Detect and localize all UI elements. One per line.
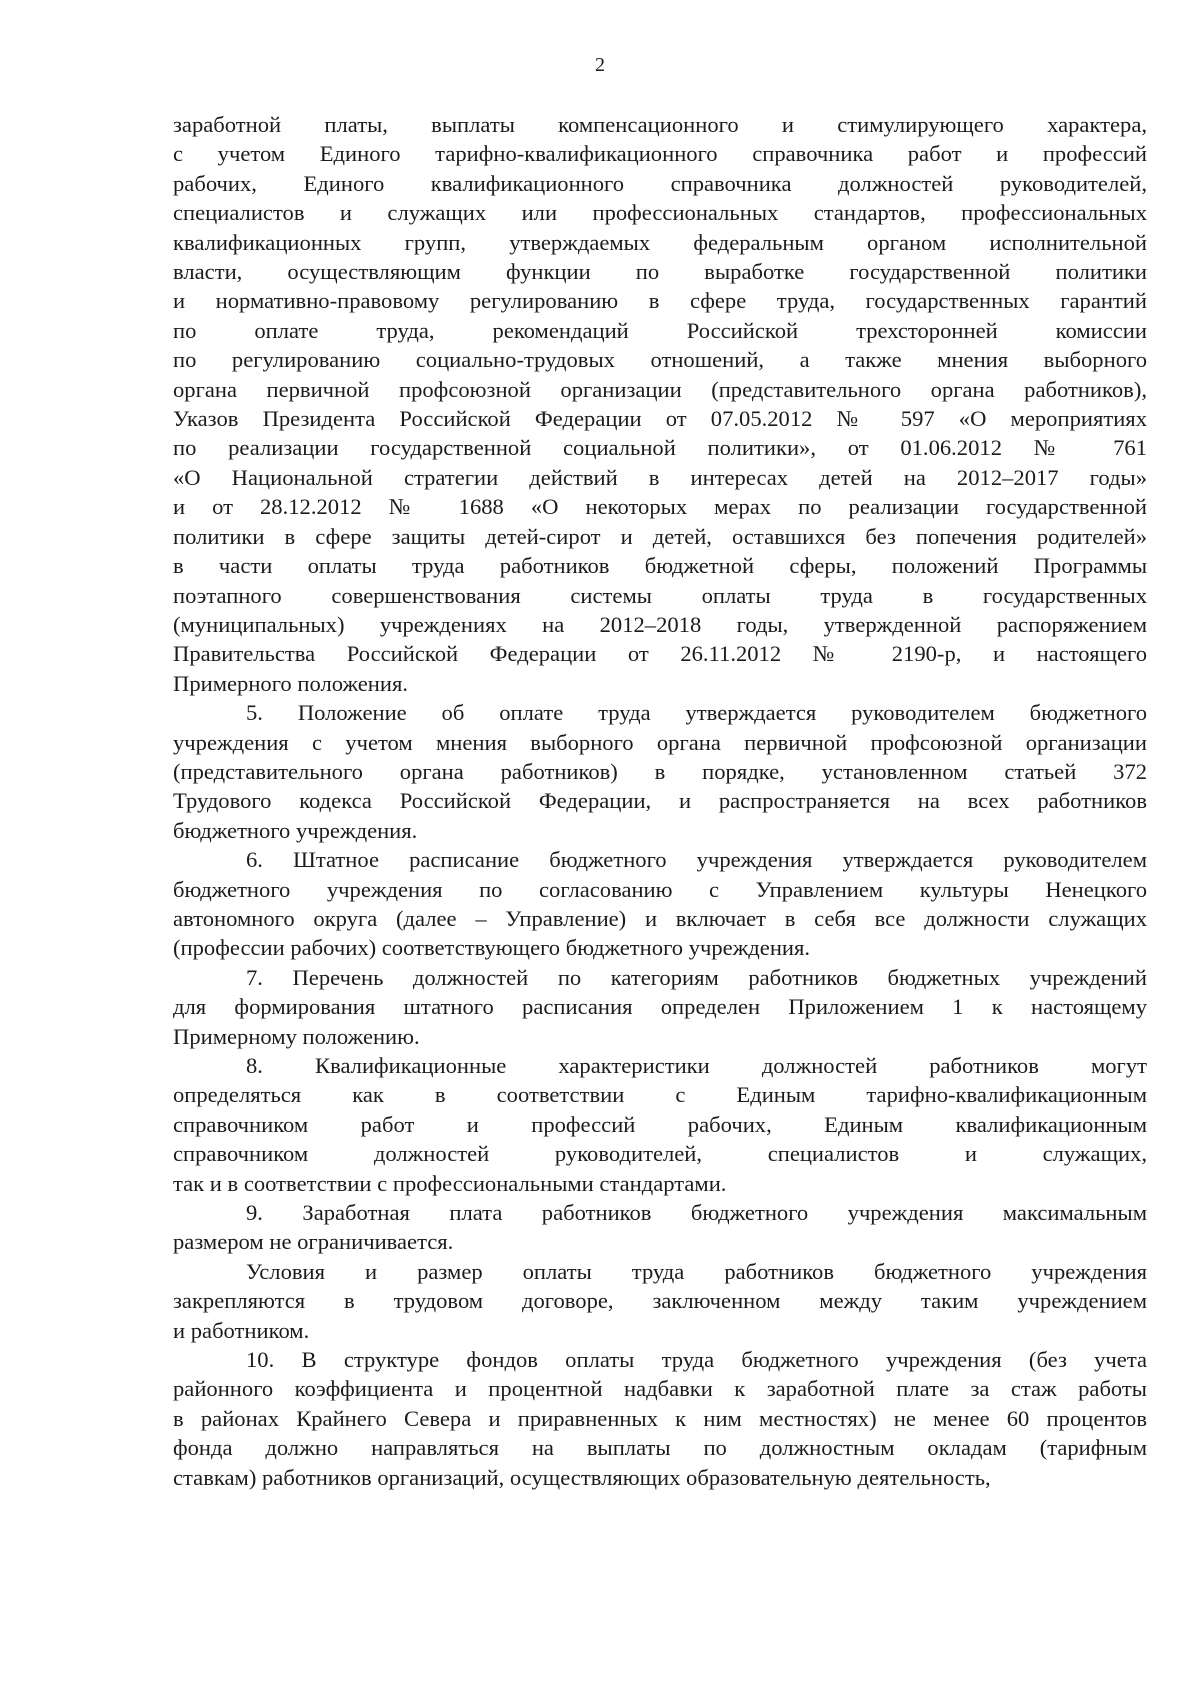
- text-line: закрепляются в трудовом договоре, заключенном между таким учреждением: [173, 1288, 1147, 1314]
- text-line: по оплате труда, рекомендаций Российской трехсторонней комиссии: [173, 317, 1147, 343]
- text-line: (муниципальных) учреждениях на 2012–2018 годы, утвержденной распоряжением: [173, 611, 1147, 637]
- text-line: власти, осуществляющим функции по выработке государственной политики: [173, 259, 1147, 285]
- paragraph-continuation: [173, 110, 1147, 698]
- text-line: специалистов и служащих или профессиональных стандартов, профессиональных: [173, 200, 1147, 226]
- text-line: в части оплаты труда работников бюджетной сферы, положений Программы: [173, 553, 1147, 579]
- text-line: и от 28.12.2012 № 1688 «О некоторых мерах по реализации государственной: [173, 494, 1147, 520]
- text-line: в районах Крайнего Севера и приравненных к ним местностях) не менее 60 процентов: [173, 1405, 1147, 1431]
- text-line: определяться как в соответствии с Единым тарифно-квалификационным: [173, 1082, 1147, 1108]
- text-line: учреждения с учетом мнения выборного органа первичной профсоюзной организации: [173, 729, 1147, 755]
- text-line: политики в сфере защиты детей-сирот и детей, оставшихся без попечения родителей»: [173, 523, 1147, 549]
- paragraph-9-conditions: [173, 1257, 1147, 1345]
- text-line: справочником работ и профессий рабочих, Единым квалификационным: [173, 1111, 1147, 1137]
- text-line: бюджетного учреждения по согласованию с Управлением культуры Ненецкого: [173, 876, 1147, 902]
- text-line: и работником.: [173, 1317, 310, 1343]
- text-line: рабочих, Единого квалификационного справочника должностей руководителей,: [173, 170, 1147, 196]
- text-line: Трудового кодекса Российской Федерации, и распространяется на всех работников: [173, 788, 1147, 814]
- text-line: заработной платы, выплаты компенсационного и стимулирующего характера,: [173, 112, 1147, 137]
- text-line: 10. В структуре фондов оплаты труда бюджетного учреждения (без учета: [246, 1347, 1147, 1373]
- text-line: ставкам) работников организаций, осуществляющих образовательную деятельность,: [173, 1464, 991, 1490]
- text-line: так и в соответствии с профессиональными стандартами.: [173, 1170, 727, 1196]
- text-line: по реализации государственной социальной политики», от 01.06.2012 № 761: [173, 435, 1147, 461]
- paragraph-6: [173, 845, 1147, 963]
- text-line: (представительного органа работников) в порядке, установленном статьей 372: [173, 758, 1147, 784]
- text-line: Правительства Российской Федерации от 26.11.2012 № 2190-р, и настоящего: [173, 641, 1147, 667]
- text-line: «О Национальной стратегии действий в интересах детей на 2012–2017 годы»: [173, 464, 1147, 490]
- paragraph-7: [173, 963, 1147, 1051]
- text-line: Условия и размер оплаты труда работников бюджетного учреждения: [246, 1258, 1147, 1284]
- paragraph-10: [173, 1345, 1147, 1492]
- text-line: 6. Штатное расписание бюджетного учреждения утверждается руководителем: [246, 847, 1147, 873]
- text-line: Примерного положения.: [173, 670, 409, 696]
- text-line: Указов Президента Российской Федерации от 07.05.2012 № 597 «О мероприятиях: [173, 406, 1147, 432]
- text-line: бюджетного учреждения.: [173, 817, 418, 843]
- text-line: справочником должностей руководителей, специалистов и служащих,: [173, 1141, 1147, 1167]
- text-line: 8. Квалификационные характеристики должностей работников могут: [246, 1053, 1147, 1078]
- text-line: по регулированию социально-трудовых отношений, а также мнения выборного: [173, 347, 1147, 373]
- text-line: для формирования штатного расписания определен Приложением 1 к настоящему: [173, 994, 1147, 1020]
- paragraph-9: [173, 1198, 1147, 1257]
- text-line: органа первичной профсоюзной организации (представительного органа работников),: [173, 376, 1147, 402]
- text-line: и нормативно-правовому регулированию в сфере труда, государственных гарантий: [173, 288, 1147, 314]
- paragraph-5: [173, 698, 1147, 845]
- text-line: (профессии рабочих) соответствующего бюджетного учреждения.: [173, 935, 811, 961]
- document-body: [173, 110, 1147, 1492]
- text-line: Примерному положению.: [173, 1023, 420, 1049]
- paragraph-8: [173, 1051, 1147, 1198]
- text-line: поэтапного совершенствования системы оплаты труда в государственных: [173, 582, 1147, 608]
- text-line: размером не ограничивается.: [173, 1229, 454, 1255]
- text-line: районного коэффициента и процентной надбавки к заработной плате за стаж работы: [173, 1376, 1147, 1402]
- text-line: квалификационных групп, утверждаемых федеральным органом исполнительной: [173, 229, 1147, 255]
- text-line: с учетом Единого тарифно-квалификационного справочника работ и профессий: [173, 141, 1147, 167]
- page-number: 2: [595, 54, 605, 76]
- text-line: 7. Перечень должностей по категориям работников бюджетных учреждений: [246, 964, 1147, 990]
- text-line: 5. Положение об оплате труда утверждается руководителем бюджетного: [246, 700, 1147, 726]
- text-line: автономного округа (далее – Управление) и включает в себя все должности служащих: [173, 905, 1147, 931]
- text-line: 9. Заработная плата работников бюджетного учреждения максимальным: [246, 1200, 1147, 1226]
- text-line: фонда должно направляться на выплаты по должностным окладам (тарифным: [173, 1435, 1147, 1461]
